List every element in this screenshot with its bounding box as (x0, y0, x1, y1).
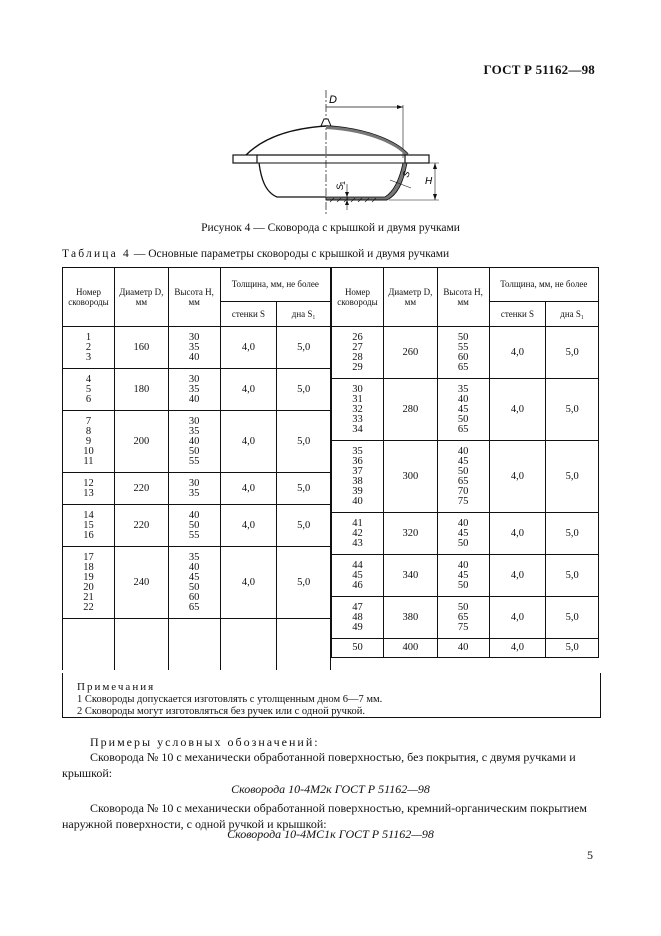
header-walls: стенки S (489, 302, 546, 327)
table-title (62, 248, 449, 260)
table-row (63, 327, 331, 369)
bottom-cell: 5,0 (277, 411, 331, 473)
figure-caption: Рисунок 4 — Сковорода с крышкой и двумя ручками (201, 222, 460, 234)
example-paragraph: Сковорода № 10 с механически обработанной поверхностью, без покрытия, с двумя ручками и крышкой: (62, 750, 576, 780)
bottom-cell: 5,0 (277, 505, 331, 547)
example-designation: Сковорода 10-4М2к ГОСТ Р 51162—98 (231, 782, 430, 796)
bottom-cell: 5,0 (546, 597, 599, 639)
diameter-cell: 180 (114, 369, 168, 411)
diameter-cell: 300 (383, 441, 437, 513)
height-cell: 40 45 50 (437, 513, 489, 555)
walls-cell: 4,0 (220, 327, 277, 369)
walls-cell: 4,0 (489, 555, 546, 597)
label-s: S (400, 169, 412, 179)
table-row (63, 473, 331, 505)
number-cell: 41 42 43 (332, 513, 384, 555)
diameter-cell: 340 (383, 555, 437, 597)
walls-cell: 4,0 (489, 513, 546, 555)
number-cell: 4 5 6 (63, 369, 115, 411)
table-row (63, 505, 331, 547)
diameter-cell: 400 (383, 639, 437, 658)
table-filler-row (63, 619, 331, 670)
label-s1: S (335, 183, 345, 190)
walls-cell: 4,0 (489, 597, 546, 639)
number-cell: 44 45 46 (332, 555, 384, 597)
bottom-cell: 5,0 (546, 639, 599, 658)
header-thickness: Толщина, мм, не более (489, 268, 598, 302)
header-diameter: Диаметр D, мм (383, 268, 437, 327)
diameter-cell: 220 (114, 505, 168, 547)
number-cell: 7 8 9 10 11 (63, 411, 115, 473)
table-row (332, 441, 599, 513)
table-row (332, 379, 599, 441)
bottom-cell: 5,0 (546, 555, 599, 597)
height-cell: 30 35 40 50 55 (168, 411, 220, 473)
header-bottom: дна S₁ (277, 302, 331, 327)
header-height: Высота H, мм (168, 268, 220, 327)
table-row (332, 513, 599, 555)
header-diameter: Диаметр D, мм (114, 268, 168, 327)
diameter-cell: 200 (114, 411, 168, 473)
diameter-cell: 280 (383, 379, 437, 441)
pan-drawing (225, 88, 455, 218)
bottom-cell: 5,0 (546, 513, 599, 555)
walls-cell: 4,0 (220, 547, 277, 619)
walls-cell: 4,0 (220, 473, 277, 505)
header-thickness: Толщина, мм, не более (220, 268, 330, 302)
diameter-cell: 240 (114, 547, 168, 619)
diameter-cell: 380 (383, 597, 437, 639)
notes-box (62, 673, 601, 718)
label-h: H (425, 176, 433, 187)
bottom-cell: 5,0 (277, 547, 331, 619)
bottom-cell: 5,0 (277, 473, 331, 505)
table-row (332, 639, 599, 658)
walls-cell: 4,0 (489, 639, 546, 658)
height-cell: 35 40 45 50 60 65 (168, 547, 220, 619)
table-row (63, 369, 331, 411)
height-cell: 40 (437, 639, 489, 658)
table-row (63, 411, 331, 473)
label-s1-sub: 1 (340, 181, 347, 185)
diameter-cell: 160 (114, 327, 168, 369)
height-cell: 35 40 45 50 65 (437, 379, 489, 441)
note-item: 2 Сковороды могут изготовляться без ручек или с одной ручкой. (77, 706, 366, 717)
bottom-cell: 5,0 (277, 327, 331, 369)
example-paragraph: Сковорода № 10 с механически обработанной поверхностью, кремний-органическим покрытием наружной поверхности, с одной ручкой и крышкой: (62, 801, 587, 831)
walls-cell: 4,0 (489, 441, 546, 513)
table-title-prefix: Таблица 4 (62, 248, 131, 260)
number-cell: 30 31 32 33 34 (332, 379, 384, 441)
header-bottom: дна S₁ (546, 302, 599, 327)
diameter-cell: 320 (383, 513, 437, 555)
bottom-cell: 5,0 (546, 379, 599, 441)
height-cell: 40 50 55 (168, 505, 220, 547)
walls-cell: 4,0 (220, 411, 277, 473)
walls-cell: 4,0 (489, 379, 546, 441)
diameter-cell: 220 (114, 473, 168, 505)
table-body-left (63, 327, 331, 670)
height-cell: 40 45 50 65 70 75 (437, 441, 489, 513)
table-body-right (332, 327, 599, 658)
height-cell: 50 65 75 (437, 597, 489, 639)
table-row (63, 547, 331, 619)
label-d: D (329, 94, 337, 106)
bottom-cell: 5,0 (277, 369, 331, 411)
height-cell: 50 55 60 65 (437, 327, 489, 379)
table-title-text: — Основные параметры сковороды с крышкой и двумя ручками (130, 248, 450, 260)
height-cell: 30 35 40 (168, 369, 220, 411)
example-designation: Сковорода 10-4МС1к ГОСТ Р 51162—98 (227, 827, 434, 841)
table-row (332, 597, 599, 639)
table-row (332, 327, 599, 379)
bottom-cell: 5,0 (546, 327, 599, 379)
diameter-cell: 260 (383, 327, 437, 379)
walls-cell: 4,0 (220, 505, 277, 547)
walls-cell: 4,0 (489, 327, 546, 379)
page-number: 5 (587, 848, 593, 862)
header-height: Высота H, мм (437, 268, 489, 327)
bottom-cell: 5,0 (546, 441, 599, 513)
height-cell: 40 45 50 (437, 555, 489, 597)
number-cell: 1 2 3 (63, 327, 115, 369)
note-item: 1 Сковороды допускается изготовлять с утолщенным дном 6—7 мм. (77, 694, 383, 705)
document-code: ГОСТ Р 51162—98 (483, 62, 595, 77)
walls-cell: 4,0 (220, 369, 277, 411)
number-cell: 47 48 49 (332, 597, 384, 639)
height-cell: 30 35 (168, 473, 220, 505)
header-walls: стенки S (220, 302, 277, 327)
number-cell: 26 27 28 29 (332, 327, 384, 379)
examples-heading: Примеры условных обозначений: (90, 735, 320, 749)
number-cell: 35 36 37 38 39 40 (332, 441, 384, 513)
params-table-right (331, 267, 599, 658)
number-cell: 17 18 19 20 21 22 (63, 547, 115, 619)
notes-heading: Примечания (77, 681, 156, 693)
height-cell: 30 35 40 (168, 327, 220, 369)
table-row (332, 555, 599, 597)
number-cell: 14 15 16 (63, 505, 115, 547)
number-cell: 12 13 (63, 473, 115, 505)
params-table-left (62, 267, 331, 670)
header-number: Номер сковороды (63, 268, 115, 327)
number-cell: 50 (332, 639, 384, 658)
header-number: Номер сковороды (332, 268, 384, 327)
